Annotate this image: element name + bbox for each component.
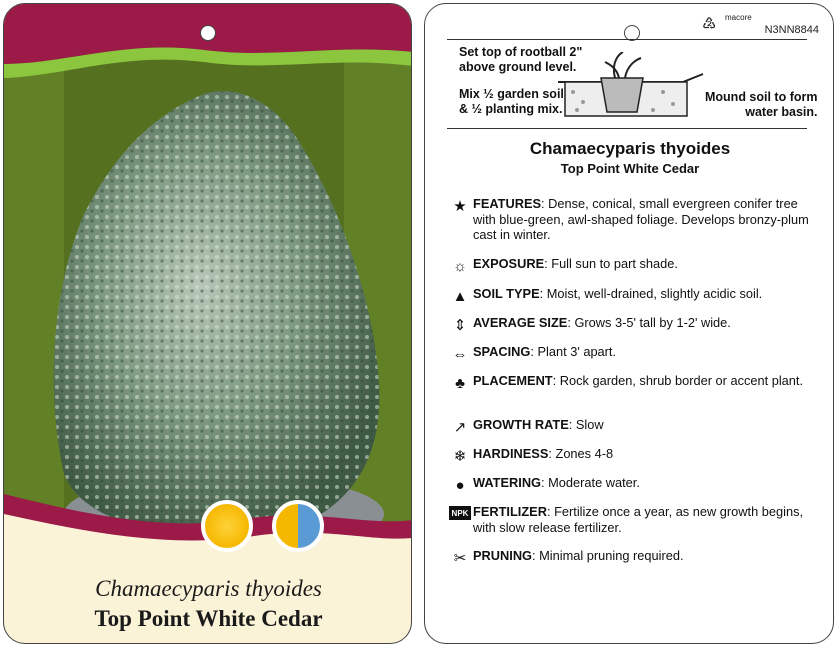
front-common-name: Top Point White Cedar — [94, 606, 323, 631]
product-code: N3NN8844 — [764, 24, 819, 36]
recycle-brand: macore — [725, 13, 752, 22]
npk-icon: NPK — [449, 506, 471, 520]
spacing-icon: ⇔ — [452, 345, 468, 363]
attr-watering: ● WATERING: Moderate water. — [449, 475, 821, 495]
attr-fertilizer: NPK FERTILIZER: Fertilize once a year, as new growth begins, with slow release fertilizer. — [449, 504, 821, 535]
diagram-divider — [447, 128, 807, 129]
attr-hardiness: ❄ HARDINESS: Zones 4-8 — [449, 446, 821, 466]
attr-features: ★ FEATURES: Dense, conical, small evergreen conifer tree with blue-green, awl-shaped foliage. Develops bronzy-plum cast in winter. — [449, 196, 821, 243]
front-scientific-name: Chamaecyparis thyoides — [95, 576, 322, 601]
back-scientific-name: Chamaecyparis thyoides — [529, 139, 731, 158]
top-divider — [447, 39, 807, 40]
planting-right-note: Mound soil to form water basin. — [705, 90, 818, 119]
attr-exposure: ☼ EXPOSURE: Full sun to part shade. — [449, 256, 821, 276]
top-banner — [4, 4, 412, 114]
pruners-icon: ✂ — [453, 550, 467, 567]
attr-spacing: ⇔ SPACING: Plant 3' apart. — [449, 344, 821, 364]
placement-icon: ♣ — [455, 374, 465, 392]
hang-hole — [200, 25, 216, 41]
attr-placement: ♣ PLACEMENT: Rock garden, shrub border or accent plant. — [449, 373, 821, 393]
growth-icon: ↗ — [453, 419, 467, 436]
planting-top-note: Set top of rootball 2" above ground level. — [459, 45, 583, 74]
star-icon: ★ — [453, 198, 467, 215]
snowflake-icon: ❄ — [453, 448, 467, 465]
planting-left-note: Mix ½ garden soil & ½ planting mix. — [459, 87, 564, 116]
attr-pruning: ✂ PRUNING: Minimal pruning required. — [449, 548, 821, 568]
full-sun-icon — [201, 500, 253, 552]
part-shade-icon — [272, 500, 324, 552]
attr-average-size: ⇕ AVERAGE SIZE: Grows 3-5' tall by 1-2' wide. — [449, 315, 821, 335]
attr-soil-type: ▲ SOIL TYPE: Moist, well-drained, slightly acidic soil. — [449, 286, 821, 306]
soil-icon: ▲ — [452, 287, 468, 305]
planting-diagram-icon — [553, 52, 713, 124]
back-tag — [424, 3, 834, 644]
recycle-icon: ♴ — [702, 16, 717, 33]
back-common-name: Top Point White Cedar — [560, 161, 700, 176]
water-drop-icon: ● — [455, 476, 465, 494]
attr-growth-rate: ↗ GROWTH RATE: Slow — [449, 417, 821, 437]
sun-icon: ☼ — [453, 257, 467, 275]
front-tag — [3, 3, 412, 644]
size-icon: ⇕ — [453, 317, 467, 334]
